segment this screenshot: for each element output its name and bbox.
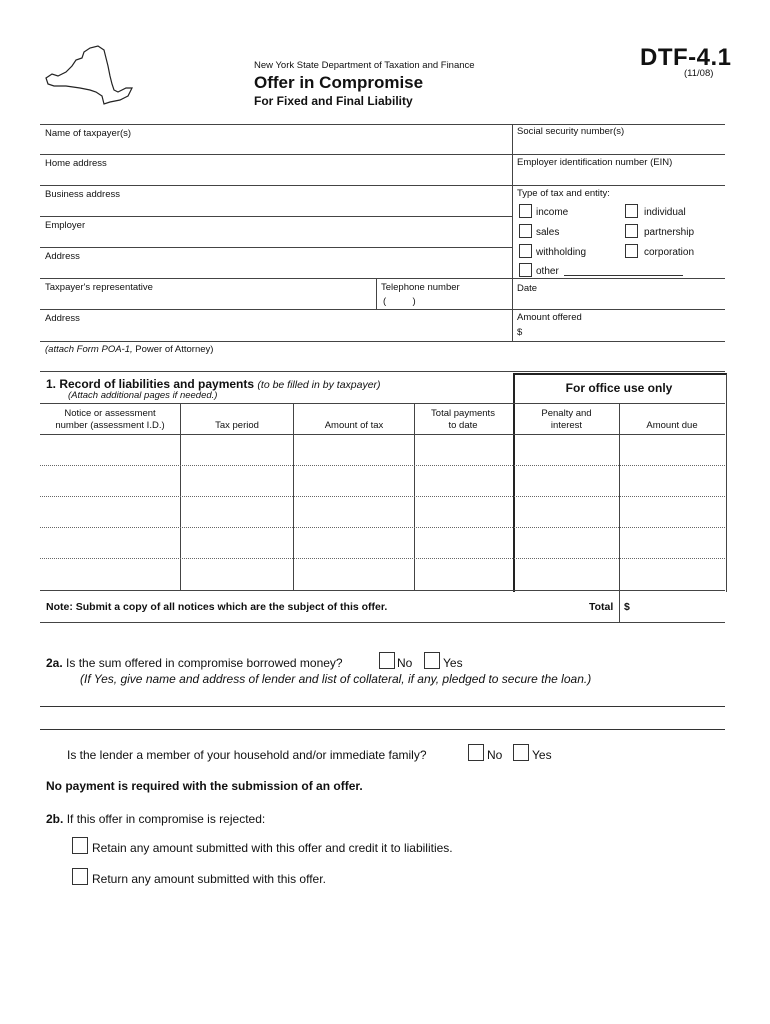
table-row[interactable] bbox=[40, 465, 725, 466]
attach-pages-note: (Attach additional pages if needed.) bbox=[68, 390, 218, 401]
individual-label: individual bbox=[644, 207, 686, 218]
col-notice-header: Notice or assessment number (assessment I.D.) bbox=[55, 408, 165, 431]
telephone-label: Telephone number bbox=[381, 282, 460, 293]
return-label: Return any amount submitted with this offer. bbox=[92, 872, 326, 886]
q2b-question: 2b. If this offer in compromise is rejected: bbox=[46, 812, 266, 826]
withholding-label: withholding bbox=[536, 247, 587, 258]
q2a-yes-label: Yes bbox=[443, 656, 463, 670]
col-amount-tax-header: Amount of tax bbox=[324, 420, 384, 431]
amount-offered-label: Amount offered bbox=[517, 312, 582, 323]
return-checkbox[interactable] bbox=[72, 868, 88, 885]
form-number: DTF-4.1 bbox=[640, 44, 732, 71]
table-row[interactable] bbox=[40, 558, 725, 559]
form-subtitle: For Fixed and Final Liability bbox=[254, 94, 413, 108]
telephone-parens: ( ) bbox=[383, 296, 416, 307]
q2a-yes-checkbox[interactable] bbox=[424, 652, 440, 669]
total-label: Total bbox=[589, 601, 614, 613]
lender-yes-label: Yes bbox=[532, 748, 552, 762]
q2a-question: 2a. Is the sum offered in compromise borrowed money? bbox=[46, 656, 343, 670]
business-address-label: Business address bbox=[45, 189, 120, 200]
section1-heading: 1. Record of liabilities and payments (to be filled in by taxpayer) bbox=[46, 377, 381, 391]
income-checkbox[interactable] bbox=[519, 204, 532, 218]
sales-checkbox[interactable] bbox=[519, 224, 532, 238]
table-row[interactable] bbox=[40, 496, 725, 497]
rep-address-label: Address bbox=[45, 313, 80, 324]
individual-checkbox[interactable] bbox=[625, 204, 638, 218]
amount-offered-dollar: $ bbox=[517, 327, 523, 338]
q2a-no-checkbox[interactable] bbox=[379, 652, 395, 669]
office-use-heading: For office use only bbox=[565, 381, 673, 395]
sales-label: sales bbox=[536, 227, 560, 238]
other-blank-line[interactable] bbox=[564, 275, 683, 276]
type-of-tax-label: Type of tax and entity: bbox=[517, 188, 610, 199]
col-amount-due-header: Amount due bbox=[646, 420, 698, 431]
total-dollar: $ bbox=[624, 601, 630, 613]
partnership-label: partnership bbox=[644, 227, 695, 238]
home-address-label: Home address bbox=[45, 158, 107, 169]
lender-info-line[interactable] bbox=[40, 729, 725, 730]
submit-notices-note: Note: Submit a copy of all notices which are the subject of this offer. bbox=[46, 601, 388, 613]
corporation-checkbox[interactable] bbox=[625, 244, 638, 258]
q2a-no-label: No bbox=[397, 656, 413, 670]
lender-yes-checkbox[interactable] bbox=[513, 744, 529, 761]
col-tax-period-header: Tax period bbox=[215, 420, 259, 431]
ein-label: Employer identification number (EIN) bbox=[517, 157, 673, 168]
col-payments-header: Total payments to date bbox=[431, 408, 495, 431]
department-name: New York State Department of Taxation and Finance bbox=[254, 60, 475, 71]
retain-checkbox[interactable] bbox=[72, 837, 88, 854]
partnership-checkbox[interactable] bbox=[625, 224, 638, 238]
no-payment-note: No payment is required with the submission of an offer. bbox=[46, 779, 363, 793]
attach-poa-note: (attach Form POA-1, Power of Attorney) bbox=[45, 344, 214, 355]
lender-no-checkbox[interactable] bbox=[468, 744, 484, 761]
other-label: other bbox=[536, 266, 559, 277]
lender-instructions: (If Yes, give name and address of lender and list of collateral, if any, pledged to secure the loan.) bbox=[80, 672, 592, 686]
lender-no-label: No bbox=[487, 748, 503, 762]
date-label: Date bbox=[517, 283, 538, 294]
form-revision: (11/08) bbox=[684, 68, 714, 79]
other-checkbox[interactable] bbox=[519, 263, 532, 277]
income-label: income bbox=[536, 207, 569, 218]
address-label: Address bbox=[45, 251, 80, 262]
form-title: Offer in Compromise bbox=[254, 73, 424, 92]
taxpayer-rep-label: Taxpayer's representative bbox=[45, 282, 153, 293]
lender-household-question: Is the lender a member of your household and/or immediate family? bbox=[67, 748, 427, 762]
new-york-state-outline-icon bbox=[44, 44, 134, 108]
withholding-checkbox[interactable] bbox=[519, 244, 532, 258]
employer-label: Employer bbox=[45, 220, 86, 231]
col-penalty-header: Penalty and interest bbox=[541, 408, 592, 431]
table-row[interactable] bbox=[40, 527, 725, 528]
retain-label: Retain any amount submitted with this offer and credit it to liabilities. bbox=[92, 841, 453, 855]
lender-info-line[interactable] bbox=[40, 706, 725, 707]
name-of-taxpayer-label: Name of taxpayer(s) bbox=[45, 128, 132, 139]
corporation-label: corporation bbox=[644, 247, 695, 258]
ssn-label: Social security number(s) bbox=[517, 126, 625, 137]
